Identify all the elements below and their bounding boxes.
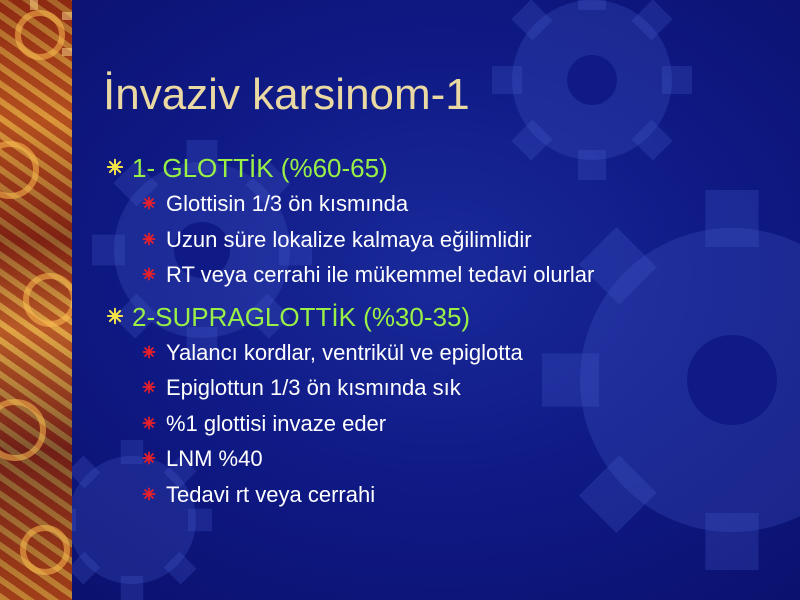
list-item-label: Uzun süre lokalize kalmaya eğilimlidir [166, 226, 532, 252]
red-starburst-icon [142, 232, 156, 246]
list-item-label: Yalancı kordlar, ventrikül ve epiglotta [166, 339, 523, 365]
red-starburst-icon [142, 451, 156, 465]
list-item-label: Tedavi rt veya cerrahi [166, 481, 376, 507]
list-item [100, 299, 790, 335]
list-item [100, 335, 790, 371]
list-item [100, 477, 790, 513]
decorative-side-strip [0, 0, 72, 600]
red-starburst-icon [142, 345, 156, 359]
list-item-label: LNM %40 [166, 446, 263, 471]
list-item-label: 2-SUPRAGLOTTİK (%30-35) [132, 301, 471, 332]
red-starburst-icon [142, 196, 156, 210]
yellow-starburst-icon [106, 307, 124, 325]
yellow-starburst-icon [106, 158, 124, 176]
red-starburst-icon [142, 380, 156, 394]
list-item [100, 150, 790, 186]
list-item [100, 257, 790, 293]
list-item-label: RT veya cerrahi ile mükemmel tedavi olurlar [166, 262, 595, 287]
slide-title: İnvaziv karsinom-1 [103, 70, 470, 119]
list-item [100, 186, 790, 222]
list-item [100, 406, 790, 442]
list-item [100, 370, 790, 406]
red-starburst-icon [142, 487, 156, 501]
list-item [100, 222, 790, 258]
list-item-label: 1- GLOTTİK (%60-65) [132, 153, 388, 183]
list-item-label: %1 glottisi invaze eder [166, 410, 387, 436]
list-item-label: Glottisin 1/3 ön kısmında [166, 191, 409, 216]
side-gears-icon [0, 0, 72, 600]
red-starburst-icon [142, 416, 156, 430]
bullet-list [100, 150, 790, 512]
list-item [100, 441, 790, 477]
list-item-label: Epiglottun 1/3 ön kısmında sık [166, 375, 461, 400]
red-starburst-icon [142, 267, 156, 281]
